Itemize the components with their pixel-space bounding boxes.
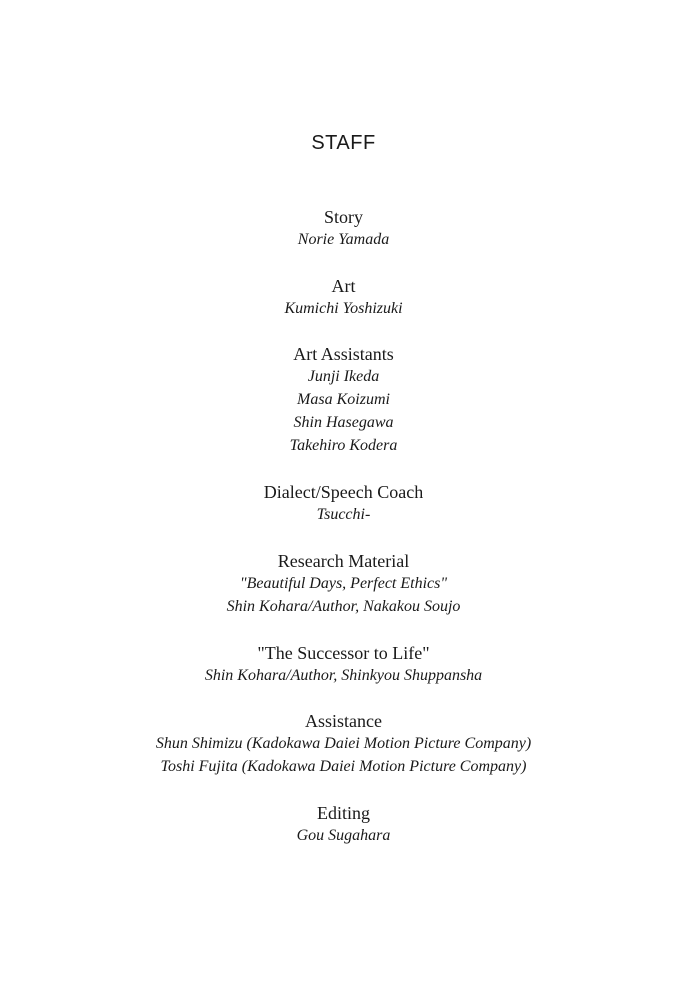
credit-name: Shin Kohara/Author, Nakakou Soujo xyxy=(226,598,461,615)
credit-name: "Beautiful Days, Perfect Ethics" xyxy=(239,575,448,592)
section-heading: Art xyxy=(331,276,356,296)
section-heading: Art Assistants xyxy=(293,344,394,364)
credit-name: Junji Ikeda xyxy=(307,368,380,385)
credit-name: Shun Shimizu (Kadokawa Daiei Motion Picture Company) xyxy=(155,735,532,752)
section-research-material xyxy=(0,550,687,619)
section-heading: Assistance xyxy=(305,711,382,731)
credit-name: Shin Hasegawa xyxy=(293,414,394,431)
section-art xyxy=(0,275,687,321)
section-heading: Story xyxy=(323,207,363,227)
section-assistance xyxy=(0,710,687,779)
section-successor-to-life xyxy=(0,642,687,688)
section-art-assistants xyxy=(0,343,687,458)
credit-name: Gou Sugahara xyxy=(296,827,391,844)
credit-name: Toshi Fujita (Kadokawa Daiei Motion Picture Company) xyxy=(160,758,527,775)
credit-name: Tsucchi- xyxy=(316,506,371,523)
section-editing xyxy=(0,802,687,848)
credit-name: Masa Koizumi xyxy=(297,391,390,408)
page-title: STAFF xyxy=(311,132,376,154)
credit-name: Norie Yamada xyxy=(297,231,390,248)
credit-name: Shin Kohara/Author, Shinkyou Shuppansha xyxy=(204,667,483,684)
credit-name: Kumichi Yoshizuki xyxy=(284,300,403,317)
section-heading: Editing xyxy=(317,803,370,823)
section-story xyxy=(0,206,687,252)
section-heading: "The Successor to Life" xyxy=(257,643,430,663)
credit-name: Takehiro Kodera xyxy=(289,437,398,454)
section-heading: Research Material xyxy=(277,551,410,571)
section-heading: Dialect/Speech Coach xyxy=(263,482,424,502)
section-dialect-coach xyxy=(0,481,687,527)
